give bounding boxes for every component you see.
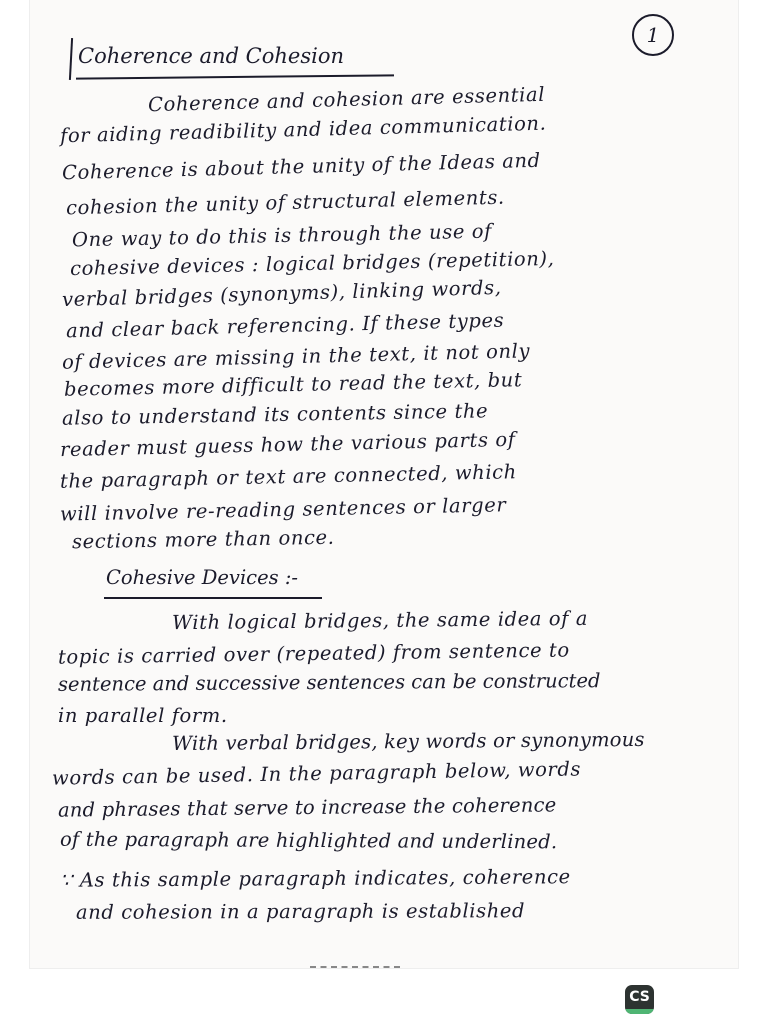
text-line: of the paragraph are highlighted and underlined.	[59, 827, 558, 854]
text-line: of devices are missing in the text, it not only	[61, 339, 531, 374]
text-line: becomes more difficult to read the text, but	[63, 368, 523, 401]
text-line: words can be used. In the paragraph below, words	[51, 757, 582, 790]
text-line: sections more than once.	[71, 525, 335, 554]
text-line: With verbal bridges, key words or synonymous	[171, 727, 645, 756]
text-line: and phrases that serve to increase the coherence	[57, 793, 557, 822]
text-line: and clear back referencing. If these types	[65, 308, 505, 343]
text-line: verbal bridges (synonyms), linking words,	[61, 275, 502, 312]
text-line: Coherence and cohesion are essential	[147, 82, 546, 117]
text-line: and cohesion in a paragraph is established	[75, 899, 526, 924]
text-line: also to understand its contents since the	[61, 399, 489, 430]
text-line: One way to do this is through the use of	[71, 219, 493, 252]
text-line: reader must guess how the various parts of	[59, 427, 516, 462]
text-line: cohesive devices : logical bridges (repetition),	[69, 246, 555, 281]
text-line: Coherence is about the unity of the Ideas and	[61, 148, 542, 185]
section-underline	[104, 597, 322, 599]
section-heading: Cohesive Devices :-	[106, 566, 299, 589]
page-number: 1	[632, 14, 674, 56]
text-line: ∵ As this sample paragraph indicates, coherence	[59, 865, 571, 892]
page-title: Coherence and Cohesion	[78, 44, 345, 68]
text-line: in parallel form.	[58, 704, 228, 727]
text-line: cohesion the unity of structural elements.	[65, 185, 505, 220]
text-line: for aiding readibility and idea communication.	[59, 111, 547, 148]
bottom-edge-marks	[310, 966, 400, 968]
camscanner-logo: CS	[625, 985, 654, 1014]
text-line: topic is carried over (repeated) from sentence to	[57, 638, 570, 669]
text-line: sentence and successive sentences can be constructed	[57, 669, 601, 696]
text-line: With logical bridges, the same idea of a	[171, 606, 589, 635]
text-line: the paragraph or text are connected, which	[59, 460, 518, 493]
text-line: will involve re-reading sentences or larger	[59, 493, 507, 526]
